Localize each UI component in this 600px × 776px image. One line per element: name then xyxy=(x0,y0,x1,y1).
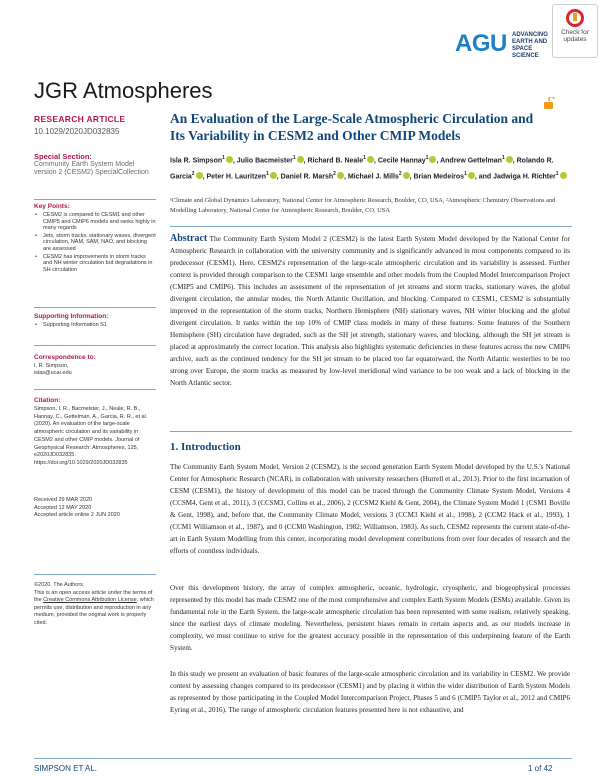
abstract-text: The Community Earth System Model 2 (CESM2) is the latest Earth System Model developed by the National Center for Atmospheric Research in collaboration with the university community and is significantly advanced in most components compared to its predecessor (CESM1). Here, CESM2's representation of the large-scale atmospheric circulation and its variability is assessed. Further context is provided through comparison to the CESM1 large ensemble and other models from the Coupled Model Intercomparison Project (CMIP5 and CMIP6). This includes an assessment of the representation of jet streams and storm tracks, stationary waves, the global divergent circulation, the annular modes, the North Atlantic Oscillation, and blocking. Compared to CESM1, CESM2 is substantially improved in the representation of the storm tracks, Northern Hemisphere (NH) stationary waves, NH winter blocking and the global divergent circulation. It ranks within the top 10% of CMIP class models in many of these features. Some features of the Southern Hemisphere (SH) circulation have degraded, such as the SH jet strength, stationary waves, and blocking, although the SH jet stream is placed at approximately the correct location. This analysis also highlights systematic deficiencies in these features across the new CMIP6 archive, such as the continued tendency for the SH jet stream to be placed too far equatorward, the North Atlantic westerlies to be too strong over Europe, the storm tracks as measured by low-level meridional wind variance to be too weak and a lack of blocking in the North Atlantic sector. xyxy=(170,235,571,387)
divider xyxy=(34,389,156,390)
affiliation-marker: 1 xyxy=(222,155,225,161)
orcid-icon[interactable] xyxy=(270,172,277,179)
correspondence-name: I. R. Simpson, xyxy=(34,363,69,369)
key-point: • CESM2 is compared to CESM1 and other CMIP5 and CMIP6 models and ranks highly in many regards xyxy=(34,212,156,232)
correspondence-email[interactable]: islas@ucar.edu xyxy=(34,369,72,376)
author-name[interactable]: Jadwiga H. Richter xyxy=(493,173,556,181)
citation-label: Citation: xyxy=(34,397,61,404)
orcid-icon[interactable] xyxy=(196,172,203,179)
abstract xyxy=(170,233,570,389)
running-author: SIMPSON ET AL. xyxy=(34,764,97,773)
author-name[interactable]: Richard B. Neale xyxy=(307,157,364,165)
paragraph: In this study we present an evaluation of basic features of the large-scale atmospheric circulation and its variability in CESM2. We provide context by assessing changes compared to its predecessor (CESM1) and by placing it within the wider distribution of Earth System Models as represented by those participating in the Coupled Model Intercomparison Project, Phases 5 and 6 (CMIP5 Taylor et al., 2012 and CMIP6 Eyring et al., 2016). The range of atmospheric circulation features presented here is not exhaustive, and xyxy=(170,670,570,714)
orcid-icon[interactable] xyxy=(337,172,344,179)
key-point: • CESM2 has improvements in storm tracks and NH winter circulation but degradations in SH circulation xyxy=(34,254,156,274)
affiliation-marker: 1 xyxy=(425,155,429,161)
agu-logo: AGU xyxy=(455,30,507,57)
special-section-body[interactable]: Community Earth System Model version 2 (CESM2) SpecialCollection xyxy=(34,161,149,176)
copyright-year: ©2020. The Authors. xyxy=(34,582,85,588)
author-name[interactable]: Peter H. Lauritzen xyxy=(206,173,266,181)
key-point: • Jets, storm tracks, stationary waves, divergent circulation, NAM, SAM, NAO, and blocking are assessed xyxy=(34,233,156,253)
divider xyxy=(34,345,156,346)
divider xyxy=(34,574,156,575)
citation-text: Simpson, I. R., Bacmeister, J., Neale, R. B., Hannay, C., Gettelman, A., Garcia, R. R., et al. (2020). An evaluation of the large-scale atmospheric circulation and its variability in CESM2 and other CMIP models. Journal of Geophysical Research: Atmospheres, 125, e2020JD032835. https://doi.org/10.1029/2020JD032835 xyxy=(34,406,148,466)
key-points-list xyxy=(34,212,156,274)
special-section-label: Special Section: xyxy=(34,152,92,161)
affiliation-marker: 1 xyxy=(464,170,467,177)
correspondence-block xyxy=(34,363,156,377)
orcid-icon[interactable] xyxy=(506,156,513,163)
received-date: Received 29 MAR 2020 xyxy=(34,497,93,503)
check-for-updates-badge[interactable] xyxy=(552,4,598,58)
affiliation-marker: 2 xyxy=(333,170,336,177)
accepted-date: Accepted 12 MAY 2020 xyxy=(34,504,92,511)
affiliations: ¹Climate and Global Dynamics Laboratory, National Center for Atmospheric Research, Boulder, CO, USA, ²Atmospheric Chemistry Observations and Modelling Laboratory, National Center for Atmospheric Research, Boulder, CO, USA xyxy=(170,197,556,214)
check-for-updates-label: Check for updates xyxy=(561,29,589,43)
license-text-part: This is an open access article under the terms of the xyxy=(34,589,153,603)
paragraph: Over this development history, the array of complex atmospheric, oceanic, hydrologic, cryospheric, and biogeophysical processes represented by this model has made CESM2 one of the most comprehensive and complex Earth System Models (ESMs) available. Given its fundamental role in the Earth System, the large-scale atmospheric circulation has been represented with some realism, relatively speaking, since the earliest days of climate modeling. Nevertheless, persistent biases remain in certain aspects and, as our models increase in complexity, we must continue to strive for the greatest accuracy possible in the representation of this underpinning feature of the Earth System. xyxy=(170,584,570,652)
affiliation-marker: 1 xyxy=(501,155,505,161)
orcid-icon[interactable] xyxy=(429,156,436,163)
license-link[interactable]: Creative Commons Attribution License xyxy=(43,597,137,603)
paragraph: The Community Earth System Model, Version 2 (CESM2), is the second generation Earth System Model developed by the U.S.'s National Center for Atmospheric Research (NCAR), in collaboration with university researchers (Hurrell et al., 2013). Prior to the first incarnation of CESM (CESM1), the history of development of this model can be traced through the Community Climate System Model, Versions 4 (CCSM4, Gent et al., 2011), 3 (CCSM3, Collins et al., 2006), 2 (CCSM2 Kiehl & Gent, 2004), the Climate System Model 1 (CSM1 Boville & Gent, 1998), and, before that, the Community Climate Model, versions 3 (CCM3 Kiehl et al., 1998), 2 (CCM2 Hack et al., 1993), 1 (CCM1 Williamson et al., 1987), and 0 (CCM0 Washington, 1982; Williamson, 1983). As such, CESM2 represents the current state-of-the-art in Earth System Modelling from this center, incorporating model development contributions from over four decades of research and the efforts of countless individuals. xyxy=(170,463,570,555)
license-text-part: , which permits use, distribution and reproduction in any medium, provided the original work is properly cited. xyxy=(34,597,154,626)
article-type: RESEARCH ARTICLE xyxy=(34,114,126,124)
author-name[interactable]: Brian Medeiros xyxy=(413,173,465,181)
affiliation-marker: 1 xyxy=(555,170,559,177)
orcid-icon[interactable] xyxy=(367,156,374,163)
footer-divider xyxy=(34,758,572,759)
affiliation-marker: 2 xyxy=(191,170,195,177)
divider xyxy=(34,307,156,308)
orcid-icon[interactable] xyxy=(403,172,410,179)
affiliation-marker: 2 xyxy=(398,170,402,177)
author-name[interactable]: Daniel R. Marsh xyxy=(280,173,334,181)
author-name[interactable]: Andrew Gettelman xyxy=(440,157,502,165)
orcid-icon[interactable] xyxy=(297,156,304,163)
journal-name: JGR Atmospheres xyxy=(34,78,213,103)
divider xyxy=(34,199,156,200)
author-name[interactable]: Cecile Hannay xyxy=(377,157,426,165)
supporting-info-item[interactable]: • Supporting Information S1 xyxy=(34,322,165,328)
author-name[interactable]: Julio Bacmeister xyxy=(236,157,293,165)
agu-tagline: ADVANCING EARTH AND SPACE SCIENCE xyxy=(512,32,548,59)
author-name[interactable]: Michael J. Mills xyxy=(347,173,399,181)
author-name[interactable]: Rolando R. Garcia xyxy=(170,157,554,181)
divider xyxy=(170,431,572,432)
section-heading: 1. Introduction xyxy=(170,441,241,453)
correspondence-label: Correspondence to: xyxy=(34,354,96,361)
supporting-info-label: Supporting Information: xyxy=(34,313,109,320)
divider xyxy=(170,226,572,227)
affiliation-marker: 1 xyxy=(265,170,269,177)
history-dates xyxy=(34,497,156,520)
orcid-icon[interactable] xyxy=(560,172,567,179)
key-points-label: Key Points: xyxy=(34,203,70,210)
license-text xyxy=(34,590,156,628)
abstract-heading: Abstract xyxy=(170,233,208,244)
orcid-icon[interactable] xyxy=(226,156,233,163)
author-list: Isla R. Simpson$^1$ , Julio Bacmeister$^1$ , Richard B. Neale$^1$ , Cecile Hannay$^1$ , Andrew Gettelman$^1$ , Rolando R. Garcia$^2$ , Peter H. Lauritzen$^1$ , Daniel R. Marsh$^2$ , Michael J. Mills$^2$ , Brian Medeiros$^1$ , and Jadwiga H. Richter$^1$ xyxy=(170,152,570,184)
page-number: 1 of 42 xyxy=(528,764,553,773)
open-access-lock-icon xyxy=(543,97,555,109)
doi[interactable]: 10.1029/2020JD032835 xyxy=(34,127,120,136)
affiliation-marker: 1 xyxy=(292,155,296,161)
article-title: An Evaluation of the Large-Scale Atmospheric Circulation and Its Variability in CESM2 and Other CMIP Models xyxy=(170,111,534,143)
affiliation-marker: 1 xyxy=(363,155,366,161)
bookmark-icon xyxy=(566,9,584,27)
orcid-icon[interactable] xyxy=(468,172,475,179)
author-name[interactable]: Isla R. Simpson xyxy=(170,157,223,165)
copyright-block xyxy=(34,582,156,627)
online-date: Accepted article online 2 JUN 2020 xyxy=(34,512,120,519)
